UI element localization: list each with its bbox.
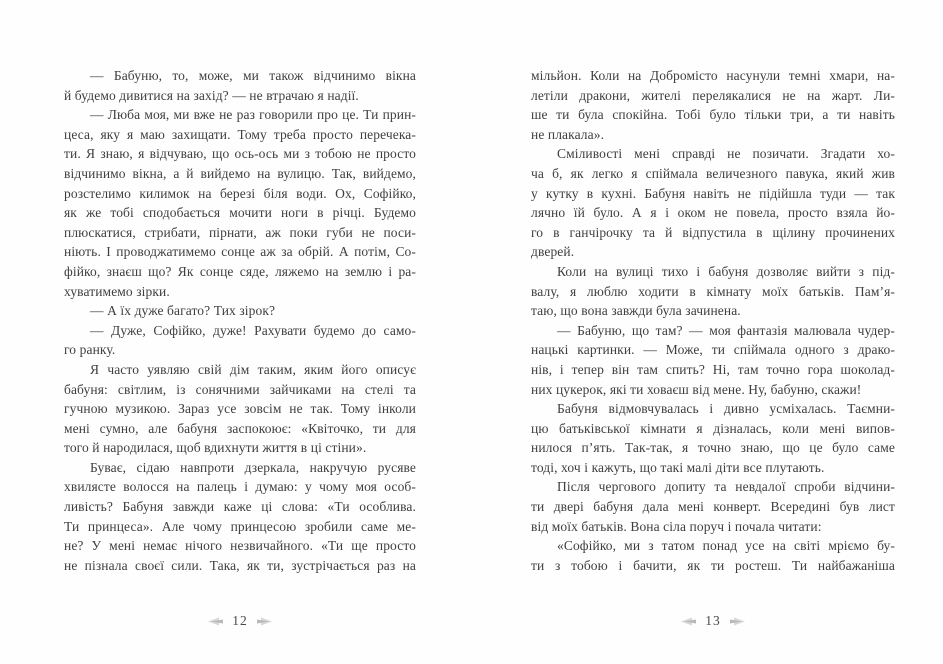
text-line: у кутку в кухні. Бабуня навіть не підійшла туди — так <box>531 185 895 201</box>
text-line: відчинимо вікна, а й вийдемо на вулицю. Так, вийдемо, <box>64 165 416 181</box>
text-line: бабуня: світлим, із сонячними зайчиками на стелі та <box>64 381 416 397</box>
text-line: цеса, яку я маю захищати. Тому треба просто перечека- <box>64 126 416 142</box>
text-line: того й народилася, щоб вдихнути життя в ці стіни». <box>64 440 367 456</box>
right-arrow-ornament-icon <box>257 617 272 626</box>
page-text <box>531 66 895 575</box>
text-line: дверей. <box>531 244 575 260</box>
text-line: Коли на вулиці тихо і бабуня дозволяє вийти з під- <box>557 263 895 279</box>
text-line: хвилясте волосся на палець і думаю: у чому моя особ- <box>64 479 416 495</box>
text-line: — Люба моя, ми вже не раз говорили про це. Ти прин- <box>90 107 416 123</box>
text-line: гучною музикою. Зараз усе зовсім не так. Тому інколи <box>64 401 416 417</box>
text-line: Буває, сідаю навпроти дзеркала, накручую русяве <box>90 459 416 475</box>
page-right <box>531 0 895 664</box>
text-line: — А їх дуже багато? Тих зірок? <box>90 303 276 319</box>
text-line: мені сумно, але бабуня заспокоює: «Квіточко, ти для <box>64 420 416 436</box>
text-line: го ранку. <box>64 342 116 358</box>
text-line: ливість? Бабуня завжди каже ці слова: «Ти особлива. <box>64 499 416 515</box>
text-line: мільйон. Коли на Добромісто насунули темні хмари, на- <box>531 68 895 83</box>
text-line: нацькі картинки. — Може, ти спіймала одного з драко- <box>531 342 895 358</box>
text-line: нилося п’ять. Так-так, я точно знаю, що це було саме <box>531 440 895 456</box>
text-line: ти. Я знаю, я відчуваю, що ось-ось ми з тобою не просто <box>64 146 416 162</box>
text-line: — Бабуню, що там? — моя фантазія малювала чудер- <box>557 322 895 338</box>
text-line: Сміливості мені справді не позичати. Згадати хо- <box>557 146 895 162</box>
text-line: них цукерок, які ти ховаєш від мене. Ну, бабуню, скажи! <box>531 381 862 397</box>
text-line: нів, і тепер він там спить? Ні, там точно гора шоколад- <box>531 361 895 377</box>
text-line: Я часто уявляю свій дім таким, яким його описує <box>90 361 416 377</box>
text-line: Після чергового допиту та невдалої спроби відчини- <box>557 479 895 495</box>
text-line: — Бабуню, то, може, ми також відчинимо вікна <box>90 68 416 83</box>
text-line: Ти принцеса». Але чому принцесою зробили саме ме- <box>64 518 416 534</box>
page-footer <box>64 610 416 632</box>
page-number: 13 <box>705 613 721 628</box>
text-line: фійко, знаєш що? Як сонце сяде, ляжемо на землю і ра- <box>64 263 416 279</box>
page-left <box>64 0 416 664</box>
page-number: 12 <box>232 613 248 628</box>
text-line: не? У мені немає нічого незвичайного. «Ти ще просто <box>64 538 416 554</box>
text-line: цю батьківської кімнати я дізналась, коли мені випов- <box>531 420 895 436</box>
text-line: як же тобі сподобається мочити ноги в річці. Будемо <box>64 205 416 221</box>
text-line: ти двері бабуня дала мені конверт. Всередині був лист <box>531 499 895 515</box>
text-line: Бабуня відмовчувалась і дивно усміхалась. Таємни- <box>557 401 895 417</box>
text-line: летіли дракони, жителі перелякалися не на жарт. Ли- <box>531 87 895 103</box>
text-line: го в ганчірочку та й відпустила в щілину прочинених <box>531 224 895 240</box>
text-line: ше ти була спокійна. Тобі було тільки три, а ти навіть <box>531 107 895 123</box>
text-line: ча б, як легко я спіймала величезного павука, який жив <box>531 165 895 181</box>
text-line: й будемо дивитися на захід? — не втрачаю я надії. <box>64 87 359 103</box>
text-line: «Софійко, ми з татом понад усе на світі мріємо бу- <box>557 538 895 554</box>
text-line: ніють. І проводжатимемо сонце аж за обрій. А потім, Со- <box>64 244 416 260</box>
text-line: лячно їй було. А я і оком не повела, просто взяла йо- <box>531 205 895 221</box>
text-line: ти з тобою і бачити, як ти ростеш. Ти найбажаніша <box>531 557 895 573</box>
right-arrow-ornament-icon <box>730 617 745 626</box>
text-line: валу, я люблю ходити в кімнату моїх батьків. Пам’я- <box>531 283 895 299</box>
text-line: не плакала». <box>531 126 605 142</box>
left-arrow-ornament-icon <box>208 617 223 626</box>
text-line: таю, що вона завжди була зачинена. <box>531 303 741 319</box>
page-text <box>64 66 416 575</box>
text-line: тоді, хоч і кажуть, що такі малі діти все плутають. <box>531 459 825 475</box>
text-line: хуватимемо зірки. <box>64 283 170 299</box>
page-footer <box>531 610 895 632</box>
text-line: від моїх батьків. Вона сіла поруч і почала читати: <box>531 518 822 534</box>
text-line: плюскатися, стрибати, пірнати, аж поки губи не поси- <box>64 224 416 240</box>
text-line: розстелимо килимок на березі біля води. Ох, Софійко, <box>64 185 416 201</box>
text-line: не пізнала своєї сили. Така, як ти, зустрічається раз на <box>64 557 416 573</box>
text-line: — Дуже, Софійко, дуже! Рахувати будемо до само- <box>90 322 416 338</box>
left-arrow-ornament-icon <box>681 617 696 626</box>
